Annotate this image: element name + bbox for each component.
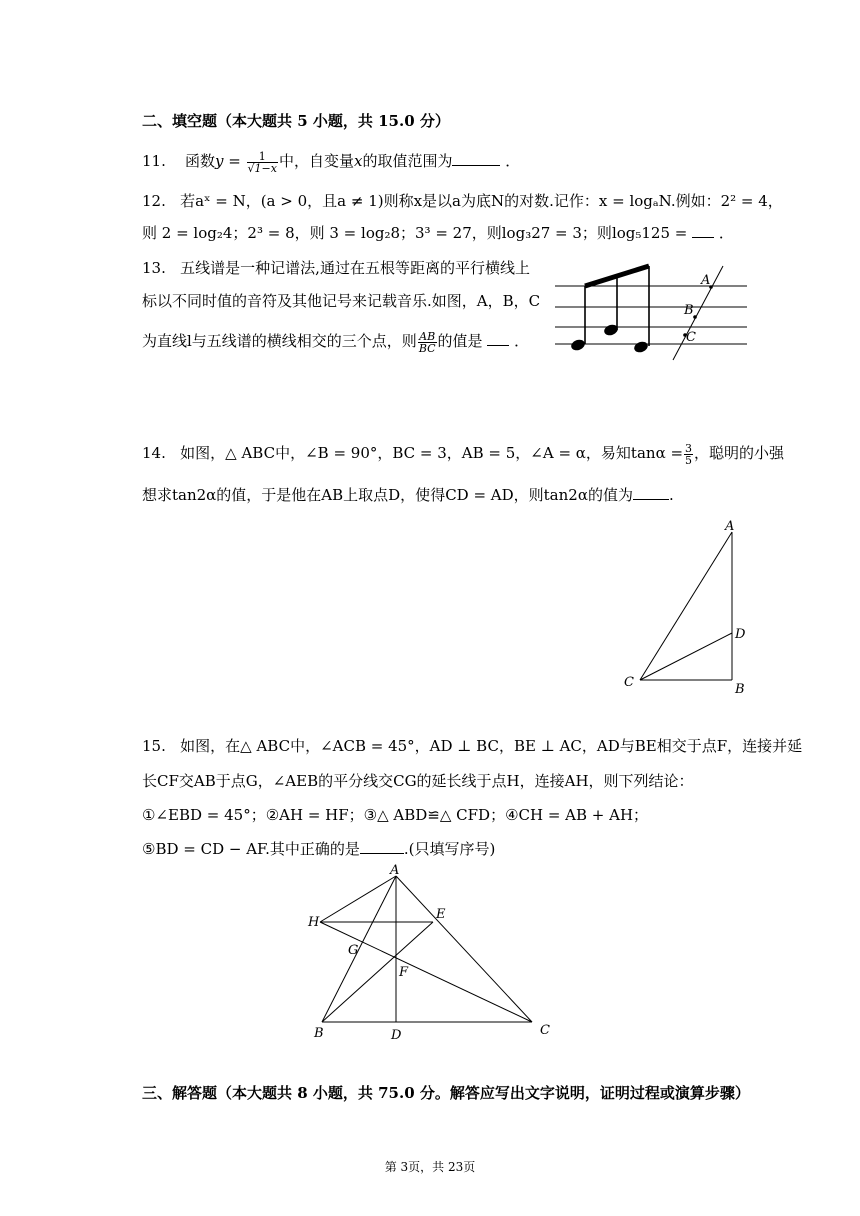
q13-staff-figure — [555, 262, 750, 362]
q14-line-2: 想求tan2α的值，于是他在AB上取点D，使得CD = AD，则tan2α的值为 — [142, 486, 633, 504]
q14-line-1-pre: 如图，△ ABC中，∠B = 90°，BC = 3，AB = 5，∠A = α，易知tanα = — [180, 444, 684, 462]
q14-frac-num: 3 — [685, 441, 693, 455]
label-b: B — [735, 682, 745, 697]
q11-end: ． — [505, 152, 521, 170]
label-h: H — [308, 915, 320, 930]
label-c: C — [540, 1023, 550, 1038]
label-c: C — [624, 675, 634, 690]
question-15-line-4 — [142, 838, 495, 860]
q11-frac-num: 1 — [247, 151, 278, 163]
q11-post2: 的取值范围为 — [362, 152, 453, 170]
q15-line-4-pre: ⑤BD = CD − AF.其中正确的是 — [142, 840, 360, 858]
q14-triangle-figure — [618, 518, 753, 703]
q12-answer-blank[interactable] — [692, 223, 714, 238]
q14-frac-den: 5 — [685, 453, 693, 467]
q11-fraction — [247, 151, 278, 174]
question-15-line-3: ①∠EBD = 45°；②AH = HF；③△ ABD≌△ CFD；④CH = AB + AH； — [142, 806, 649, 824]
q13-frac-num: AB — [419, 329, 436, 343]
q12-number: 12. — [142, 192, 166, 210]
q12-line-2: 则 2 = log₂4；2³ = 8，则 3 = log₂8；3³ = 27，则log₃27 = 3；则log₅125 = — [142, 224, 693, 242]
q11-post: 中，自变量 — [278, 152, 354, 170]
q13-line-1: 五线谱是一种记谱法,通过在五根等距离的平行横线上 — [180, 259, 530, 277]
segment-ac — [640, 532, 732, 680]
label-e: E — [436, 907, 446, 922]
label-a: A — [390, 863, 400, 878]
label-c: C — [686, 330, 696, 345]
q14-end: . — [668, 486, 674, 504]
question-12-line-2 — [142, 222, 734, 244]
q11-y: y = — [214, 152, 241, 170]
question-13-line-2: 标以不同时值的音符及其他记号来记载音乐.如图，A，B，C — [142, 292, 541, 310]
q11-frac-den: √1−x — [247, 161, 277, 175]
point-b — [693, 315, 697, 319]
q13-line-3-pre: 为直线l与五线谱的横线相交的三个点，则 — [142, 332, 417, 350]
label-d: D — [735, 627, 746, 642]
label-d: D — [391, 1028, 402, 1043]
segment-be — [322, 922, 433, 1022]
q11-number: 11. — [142, 152, 166, 170]
section-3-title: 三、解答题（本大题共 8 小题，共 75.0 分。解答应写出文字说明，证明过程或演算步骤） — [142, 1084, 750, 1102]
question-15-line-1 — [142, 735, 802, 757]
label-a: A — [725, 519, 735, 534]
q14-fraction — [684, 443, 693, 466]
label-g: G — [348, 943, 359, 958]
q11-answer-blank[interactable] — [452, 151, 500, 166]
segment-hc — [320, 922, 532, 1022]
q13-number: 13. — [142, 259, 166, 277]
q15-geometry-figure — [300, 862, 565, 1047]
question-15-line-2: 长CF交AB于点G，∠AEB的平分线交CG的延长线于点H，连接AH，则下列结论： — [142, 772, 694, 790]
label-a: A — [701, 273, 711, 288]
question-14-line-1 — [142, 442, 784, 466]
q14-answer-blank[interactable] — [633, 485, 669, 500]
q15-answer-blank[interactable] — [360, 839, 404, 854]
question-13-line-3 — [142, 330, 529, 354]
q13-frac-den: BC — [418, 341, 436, 355]
note-head-1 — [570, 338, 587, 352]
q13-fraction — [418, 331, 437, 354]
q14-number: 14. — [142, 444, 166, 462]
note-head-3 — [633, 340, 650, 354]
q12-line-1: 若aˣ = N，(a > 0，且a ≠ 1)则称x是以a为底N的对数.记作：x = logₐN.例如：2² = 4， — [180, 192, 783, 210]
q12-end: ． — [718, 224, 734, 242]
question-11 — [142, 150, 520, 174]
q15-line-1: 如图，在△ ABC中，∠ACB = 45°，AD ⊥ BC，BE ⊥ AC，AD与BE相交于点F，连接并延 — [180, 737, 803, 755]
q13-answer-blank[interactable] — [487, 331, 509, 346]
q15-line-4-post: .(只填写序号) — [403, 840, 496, 858]
q13-end: ． — [514, 332, 530, 350]
q14-line-1-post: ，聪明的小强 — [694, 444, 785, 462]
q13-line-3-post: 的值是 — [437, 332, 483, 350]
label-b: B — [314, 1026, 324, 1041]
q11-var: x — [354, 152, 363, 170]
question-12-line-1 — [142, 190, 783, 212]
segment-ac — [396, 876, 532, 1022]
label-b: B — [684, 303, 694, 318]
page-footer: 第 3页，共 23页 — [384, 1160, 476, 1174]
question-13-line-1 — [142, 257, 530, 279]
question-14-line-2 — [142, 484, 674, 506]
section-2-title: 二、填空题（本大题共 5 小题，共 15.0 分） — [142, 112, 450, 130]
q11-pre: 函数 — [184, 152, 215, 170]
q15-number: 15. — [142, 737, 166, 755]
line-l — [673, 266, 723, 360]
segment-cd — [640, 633, 732, 680]
label-f: F — [399, 965, 409, 980]
